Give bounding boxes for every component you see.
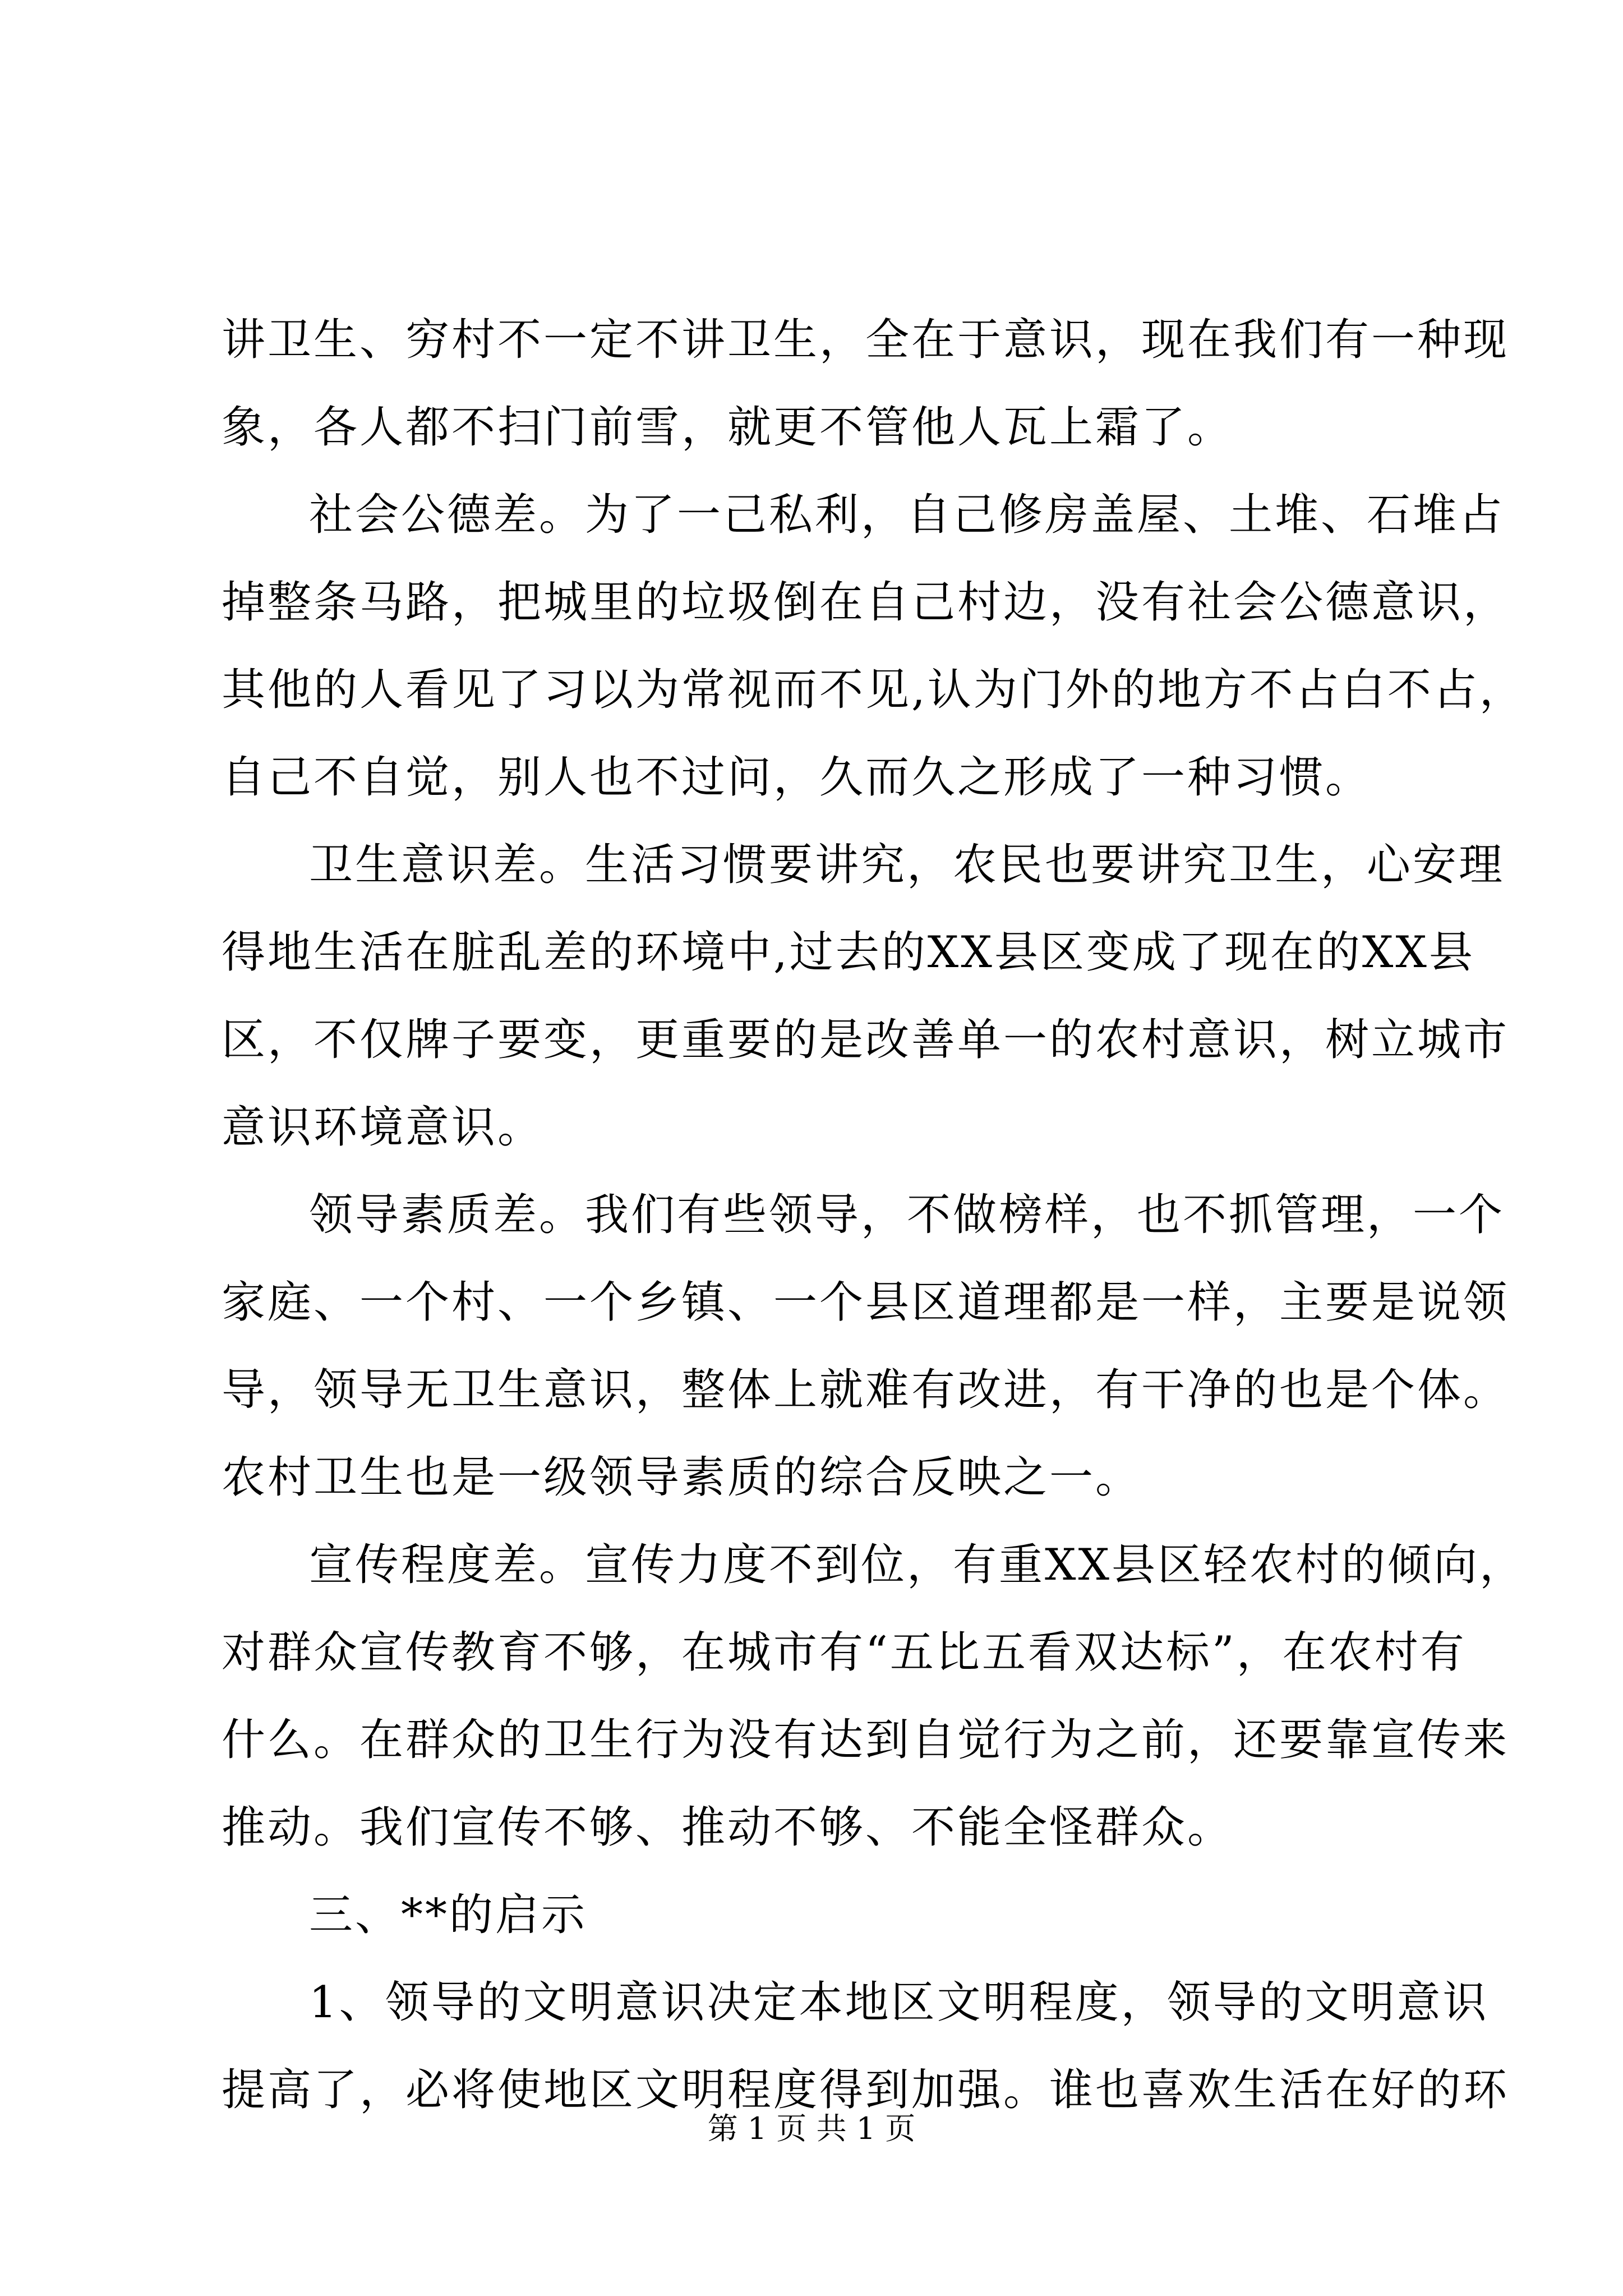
text-line: 区，不仅牌子要变，更重要的是改善单一的农村意识，树立城市 (222, 1015, 1510, 1065)
text-line: 讲卫生、穷村不一定不讲卫生，全在于意识，现在我们有一种现 (222, 315, 1510, 365)
section-heading-inspiration: 三、**的启示 (309, 1890, 588, 1940)
text-line: 农村卫生也是一级领导素质的综合反映之一。 (222, 1452, 1142, 1503)
text-line: 家庭、一个村、一个乡镇、一个县区道理都是一样，主要是说领 (222, 1277, 1510, 1328)
document-body (222, 296, 1526, 2134)
text-line: 掉整条马路，把城里的垃圾倒在自己村边，没有社会公德意识， (222, 577, 1510, 628)
paragraph-item-1: 1、领导的文明意识决定本地区文明程度，领导的文明意识 (309, 1977, 1489, 2028)
text-line: 对群众宣传教育不够，在城市有“五比五看双达标”，在农村有 (222, 1627, 1467, 1678)
text-line: 自己不自觉，别人也不过问，久而久之形成了一种习惯。 (222, 752, 1372, 803)
page-number-footer: 第 1 页 共 1 页 (707, 2111, 916, 2146)
paragraph-hygiene-awareness: 卫生意识差。生活习惯要讲究，农民也要讲究卫生，心安理 (309, 840, 1505, 890)
text-line: 象，各人都不扫门前雪，就更不管他人瓦上霜了。 (222, 402, 1234, 453)
text-line: 什么。在群众的卫生行为没有达到自觉行为之前，还要靠宣传来 (222, 1715, 1510, 1765)
paragraph-social-morality: 社会公德差。为了一己私利，自己修房盖屋、土堆、石堆占 (309, 490, 1505, 540)
paragraph-leadership-quality: 领导素质差。我们有些领导，不做榜样，也不抓管理，一个 (309, 1190, 1505, 1240)
text-line: 得地生活在脏乱差的环境中,过去的XX县区变成了现在的XX县 (222, 927, 1475, 978)
text-line: 导，领导无卫生意识，整体上就难有改进，有干净的也是个体。 (222, 1365, 1510, 1415)
paragraph-publicity: 宣传程度差。宣传力度不到位，有重XX县区轻农村的倾向， (309, 1540, 1526, 1590)
text-line: 意识环境意识。 (222, 1102, 544, 1153)
text-line: 提高了，必将使地区文明程度得到加强。谁也喜欢生活在好的环 (222, 2065, 1510, 2115)
text-line: 其他的人看见了习以为常视而不见,认为门外的地方不占白不占， (222, 665, 1525, 715)
text-line: 推动。我们宣传不够、推动不够、不能全怪群众。 (222, 1802, 1234, 1853)
